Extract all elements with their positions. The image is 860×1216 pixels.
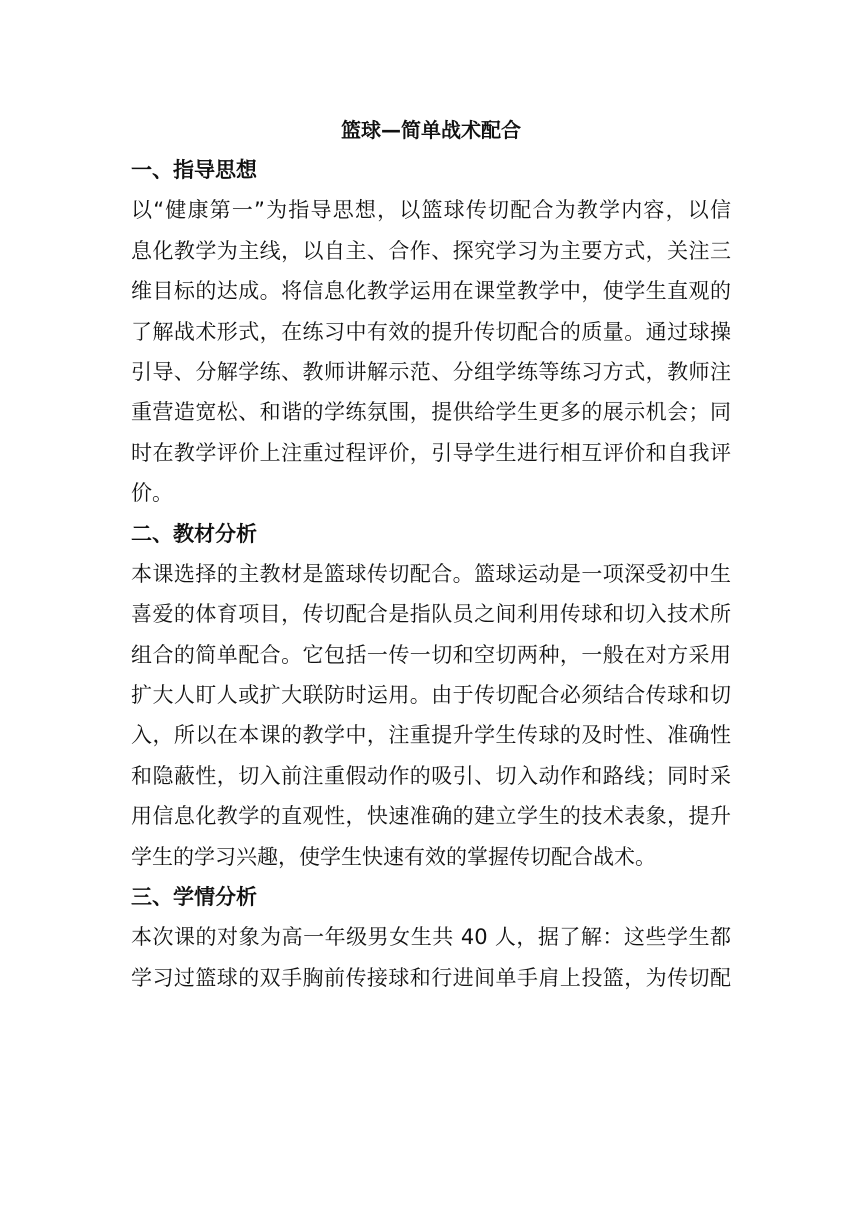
paragraph-line: 喜爱的体育项目，传切配合是指队员之间利用传球和切入技术所 <box>131 602 731 627</box>
section-material-analysis <box>131 514 731 878</box>
paragraph-line: 组合的简单配合。它包括一传一切和空切两种，一般在对方采用 <box>131 642 731 667</box>
paragraph-line: 息化教学为主线，以自主、合作、探究学习为主要方式，关注三 <box>131 238 731 263</box>
paragraph-line: 学生的学习兴趣，使学生快速有效的掌握传切配合战术。 <box>131 844 656 869</box>
paragraph-line: 以“健康第一”为指导思想，以篮球传切配合为教学内容，以信 <box>131 198 731 223</box>
paragraph-line: 维目标的达成。将信息化教学运用在课堂教学中，使学生直观的 <box>131 279 731 304</box>
paragraph-line: 学习过篮球的双手胸前传接球和行进间单手肩上投篮，为传切配 <box>131 965 731 990</box>
paragraph-line: 扩大人盯人或扩大联防时运用。由于传切配合必须结合传球和切 <box>131 683 731 708</box>
paragraph-line: 了解战术形式，在练习中有效的提升传切配合的质量。通过球操 <box>131 319 731 344</box>
paragraph-line: 本次课的对象为高一年级男女生共 40 人，据了解：这些学生都 <box>131 925 731 950</box>
paragraph-line: 重营造宽松、和谐的学练氛围，提供给学生更多的展示机会；同 <box>131 400 731 425</box>
paragraph-line: 入，所以在本课的教学中，注重提升学生传球的及时性、准确性 <box>131 723 731 748</box>
document-title: 篮球—简单战术配合 <box>341 118 521 142</box>
paragraph-line: 用信息化教学的直观性，快速准确的建立学生的技术表象，提升 <box>131 804 731 829</box>
paragraph-line: 本课选择的主教材是篮球传切配合。篮球运动是一项深受初中生 <box>131 561 731 586</box>
paragraph-line: 价。 <box>131 481 173 506</box>
document-content <box>131 110 731 998</box>
paragraph-line: 时在教学评价上注重过程评价，引导学生进行相互评价和自我评 <box>131 440 731 465</box>
section-heading: 二、教材分析 <box>131 521 257 546</box>
section-student-analysis <box>131 877 731 998</box>
section-heading: 一、指导思想 <box>131 158 257 182</box>
paragraph-line: 引导、分解学练、教师讲解示范、分组学练等练习方式，教师注 <box>131 359 731 384</box>
section-heading: 三、学情分析 <box>131 885 257 910</box>
section-guiding-ideology <box>131 150 731 514</box>
paragraph-line: 和隐蔽性，切入前注重假动作的吸引、切入动作和路线；同时采 <box>131 763 731 788</box>
